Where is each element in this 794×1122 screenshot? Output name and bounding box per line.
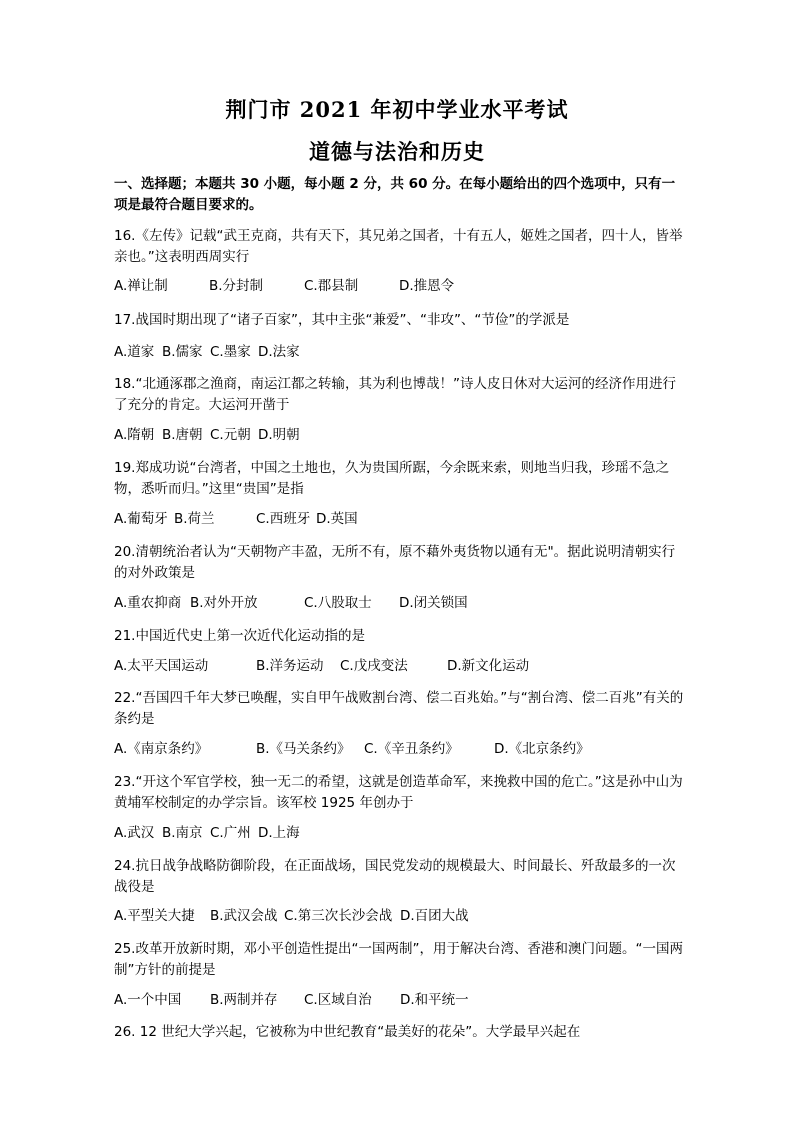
question-23-stem: 23.“开这个军官学校，独一无二的希望，这就是创造革命军，来挽救中国的危亡。”这是孙中山为黄埔军校制定的办学宗旨。该军校 1925 年创办于 [114, 774, 683, 811]
exam-subtitle: 道德与法治和历史 [309, 139, 485, 164]
option-d: D.百团大战 [400, 908, 469, 924]
option-a: A.平型关大捷 [114, 908, 195, 924]
question-19-stem: 19.郑成功说“台湾者，中国之土地也，久为贵国所踞，今余既来索，则地当归我，珍瑶不急之物，悉听而归。”这里“贵国”是指 [114, 460, 669, 497]
option-c: C.西班牙 [256, 511, 311, 527]
option-a: A.隋朝 [114, 427, 155, 443]
option-b: B.荷兰 [174, 511, 215, 527]
question-24-stem: 24.抗日战争战略防御阶段，在正面战场，国民党发动的规模最大、时间最长、歼敌最多的一次战役是 [114, 858, 676, 895]
option-c: C.戊戌变法 [340, 658, 408, 674]
option-c: C.郡县制 [304, 278, 359, 294]
question-26-stem: 26. 12 世纪大学兴起，它被称为中世纪教育“最美好的花朵”。大学最早兴起在 [114, 1024, 581, 1040]
question-20-options [114, 593, 686, 613]
option-d: D.和平统一 [400, 992, 469, 1008]
option-a: A.葡萄牙 [114, 511, 168, 527]
option-d: D.推恩令 [399, 278, 455, 294]
option-a: A.重农抑商 [114, 595, 182, 611]
option-d: D.闭关锁国 [399, 595, 468, 611]
question-18-stem: 18.“北通涿郡之渔商，南运江都之转输，其为利也博哉！”诗人皮日休对大运河的经济作用进行了充分的肯定。大运河开凿于 [114, 376, 676, 413]
question-24-options [114, 906, 686, 926]
question-16-stem: 16.《左传》记载“武王克商，共有天下，其兄弟之国者，十有五人，姬姓之国者，四十人，皆举亲也。”这表明西周实行 [114, 228, 683, 265]
option-d: D.新文化运动 [447, 658, 530, 674]
option-b: B.南京 [162, 825, 203, 841]
option-b: B.儒家 [162, 344, 203, 360]
option-c: C.墨家 [210, 344, 251, 360]
exam-title: 荆门市 2021 年初中学业水平考试 [225, 97, 569, 122]
option-d: D.法家 [258, 344, 300, 360]
question-20-stem: 20.清朝统治者认为“天朝物产丰盈，无所不有，原不藉外夷货物以通有无"。据此说明清朝实行的对外政策是 [114, 544, 676, 581]
option-a: A.武汉 [114, 825, 155, 841]
option-b: B.对外开放 [190, 595, 258, 611]
question-25-options [114, 990, 686, 1010]
option-c: C.区域自治 [304, 992, 372, 1008]
option-c: C.《辛丑条约》 [364, 741, 459, 757]
option-c: C.元朝 [210, 427, 251, 443]
option-d: D.上海 [258, 825, 300, 841]
section-heading: 一、选择题；本题共 30 小题，每小题 2 分，共 60 分。在每小题给出的四个选项中，只有一项是最符合题目要求的。 [114, 176, 676, 213]
option-c: C.第三次长沙会战 [284, 908, 393, 924]
question-18-options [114, 425, 686, 445]
option-b: B.分封制 [209, 278, 264, 294]
question-25-stem: 25.改革开放新时期，邓小平创造性提出“一国两制”，用于解决台湾、香港和澳门问题。“一国两制”方针的前提是 [114, 941, 683, 978]
option-d: D.明朝 [258, 427, 300, 443]
question-22-stem: 22.“吾国四千年大梦已唤醒，实自甲午战败割台湾、偿二百兆始。”与“割台湾、偿二百兆”有关的条约是 [114, 690, 684, 727]
option-b: B.武汉会战 [210, 908, 278, 924]
option-d: D.《北京条约》 [494, 741, 590, 757]
question-17-options [114, 342, 686, 362]
option-b: B.两制并存 [210, 992, 278, 1008]
question-21-stem: 21.中国近代史上第一次近代化运动指的是 [114, 628, 365, 644]
option-c: C.广州 [210, 825, 251, 841]
option-a: A.太平天国运动 [114, 658, 209, 674]
question-23-options [114, 823, 686, 843]
option-b: B.唐朝 [162, 427, 203, 443]
question-17-stem: 17.战国时期出现了“诸子百家”，其中主张“兼爱”、“非攻”、“节俭”的学派是 [114, 312, 570, 328]
option-a: A.道家 [114, 344, 155, 360]
option-a: A.一个中国 [114, 992, 182, 1008]
question-22-options [114, 739, 686, 759]
question-19-options [114, 509, 686, 529]
option-b: B.洋务运动 [256, 658, 324, 674]
option-c: C.八股取士 [304, 595, 372, 611]
option-b: B.《马关条约》 [256, 741, 351, 757]
question-21-options [114, 656, 686, 676]
option-a: A.禅让制 [114, 278, 168, 294]
option-d: D.英国 [316, 511, 358, 527]
question-16-options [114, 276, 686, 296]
option-a: A.《南京条约》 [114, 741, 209, 757]
